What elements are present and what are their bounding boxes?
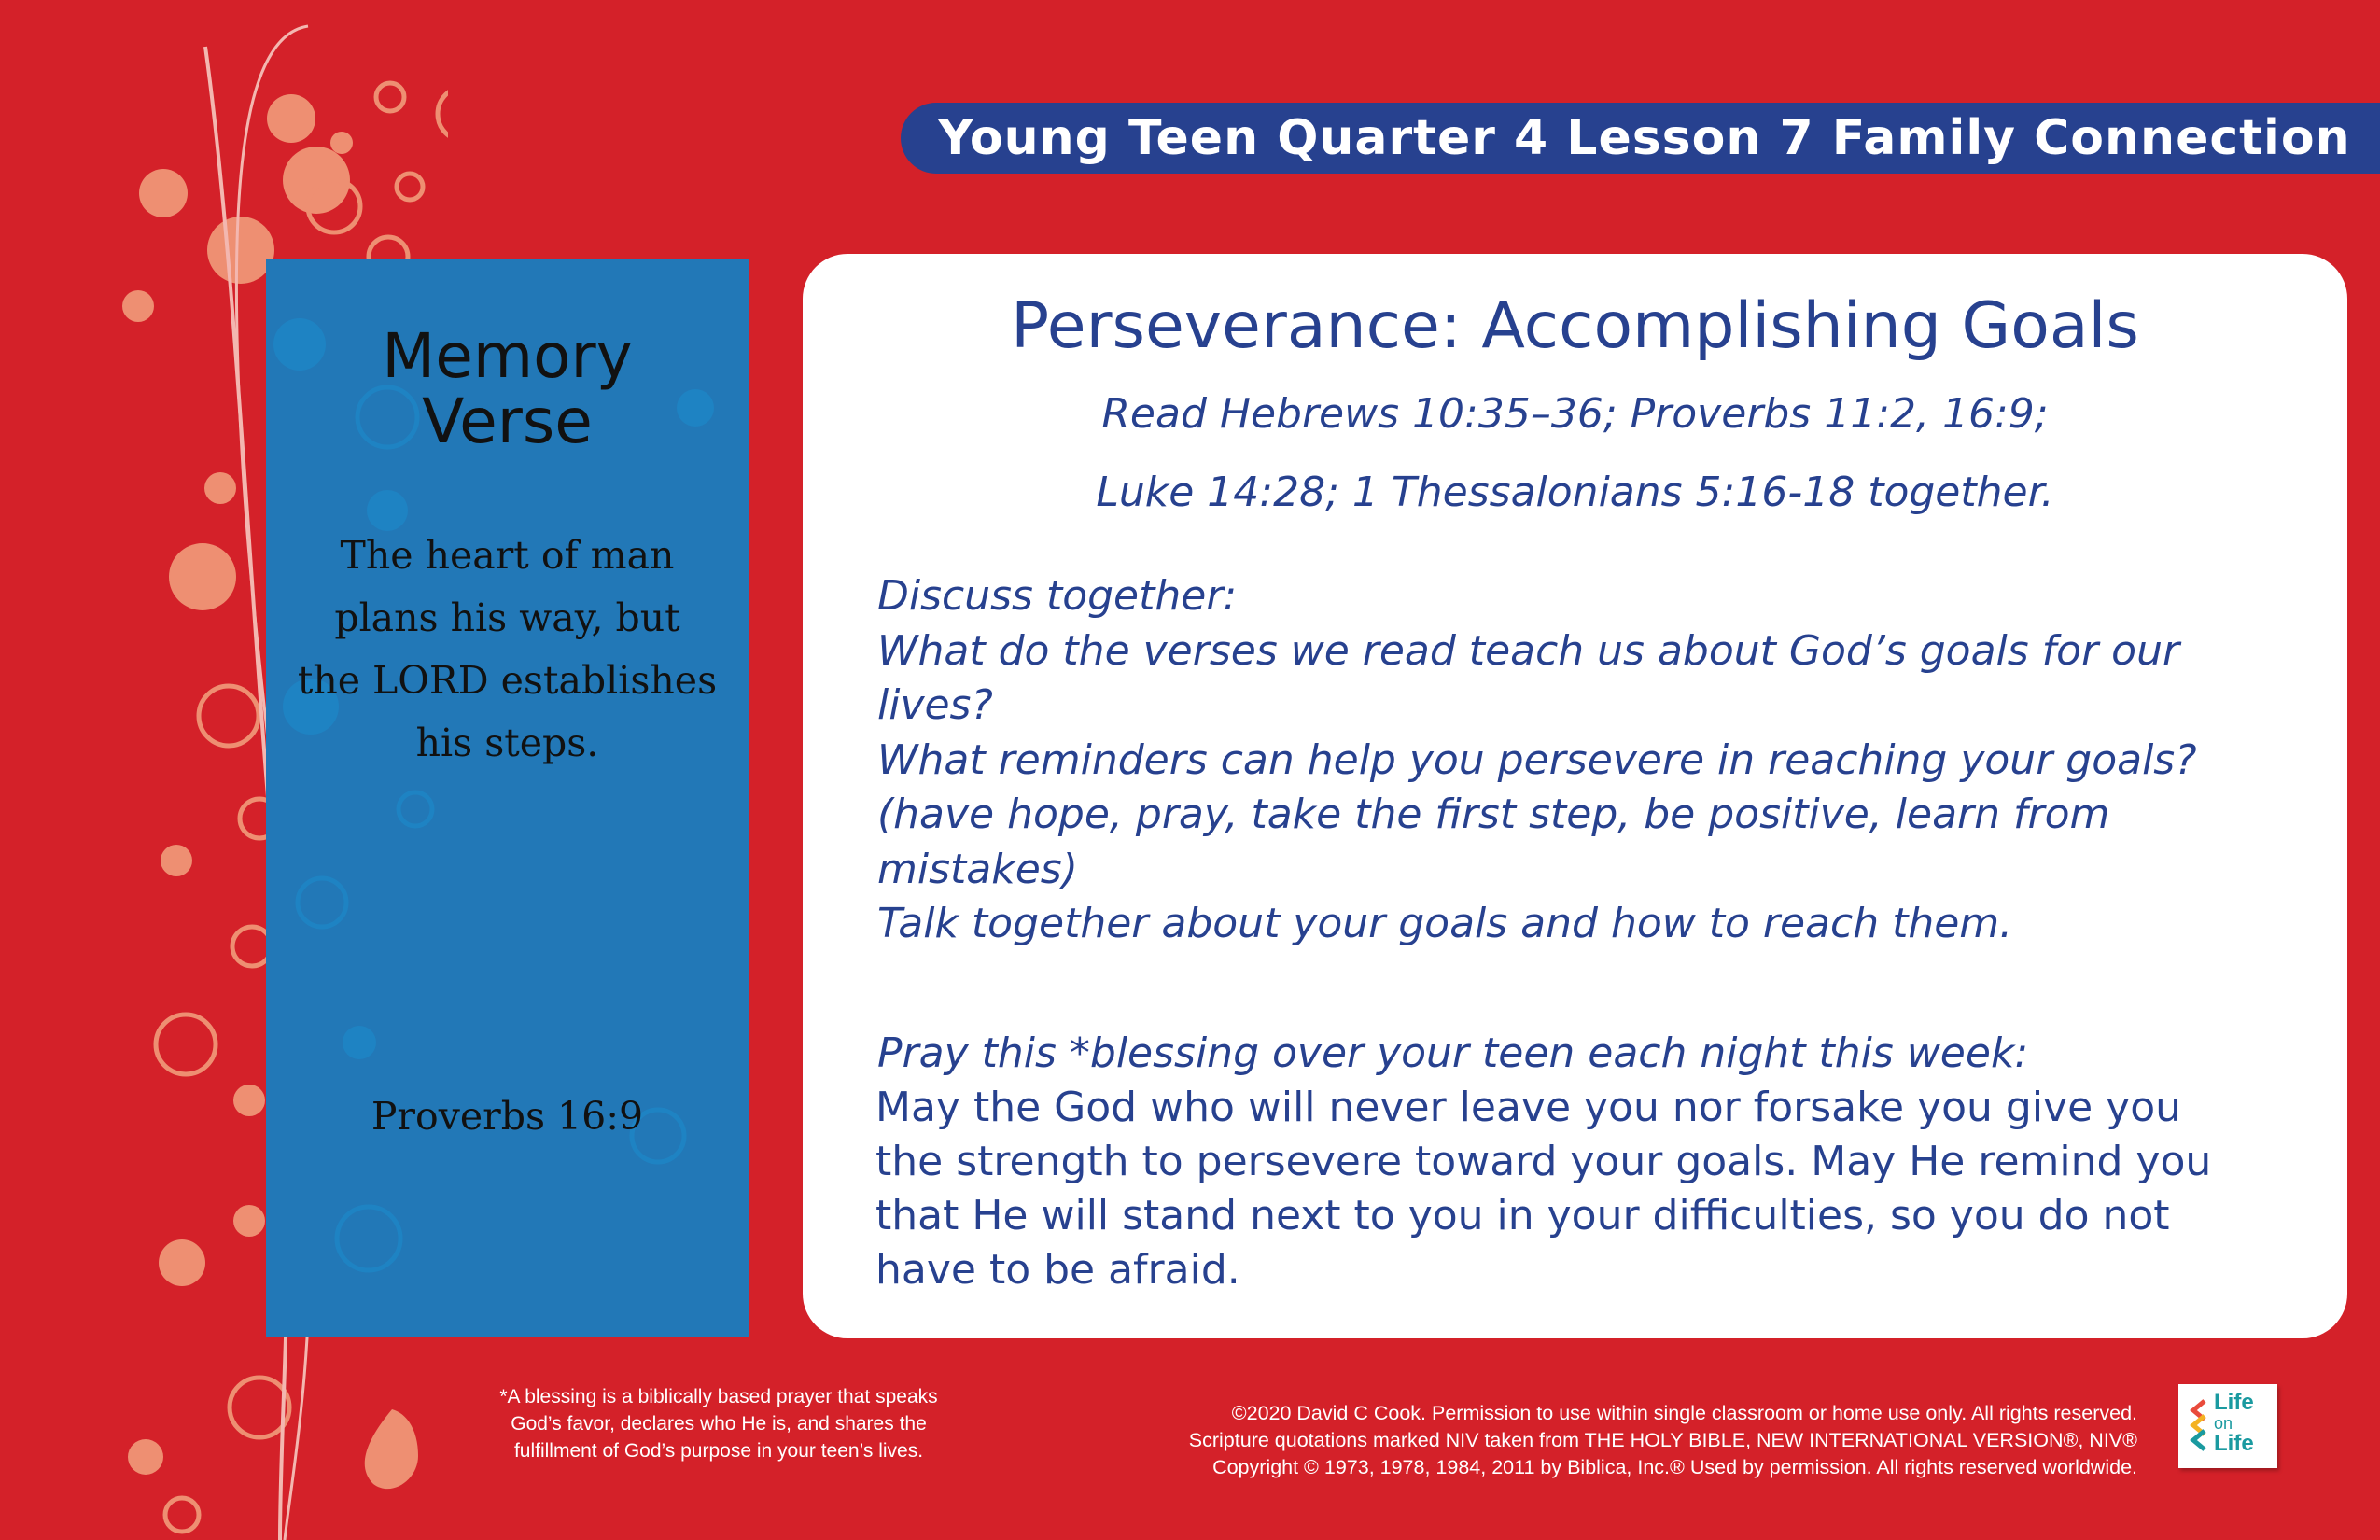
discuss-question-2: What reminders can help you persevere in reaching your goals? (have hope, pray, take the first step, be positive, learn from mistakes)	[877, 735, 2197, 893]
logo-text-life-2: Life	[2214, 1431, 2254, 1456]
prayer-intro: Pray this *blessing over your teen each night this week:	[877, 1029, 2029, 1077]
logo-text-life: Life	[2214, 1390, 2254, 1415]
header-title: Young Teen Quarter 4 Lesson 7 Family Connection	[938, 110, 2351, 166]
discuss-question-3: Talk together about your goals and how to reach them.	[877, 900, 2013, 947]
memory-verse-panel	[266, 259, 749, 1337]
memory-verse-text: The heart of man plans his way, but the LORD establishes his steps.	[297, 533, 718, 765]
discuss-question-1: What do the verses we read teach us about God’s goals for our lives?	[877, 626, 2180, 729]
discussion-section	[877, 569, 2305, 952]
copyright-notice: ©2020 David C Cook. Permission to use within single classroom or home use only. All rights reserved. Scripture quotations marked NIV taken from THE HOLY BIBLE, NEW INTERNATIONAL VERSION®, NIV® Copyright © 1973, 1978, 1984, 2011 by Biblica, Inc.® Used by permission. All rights reserved worldwide.	[1188, 1402, 2137, 1478]
memory-verse-heading: Memory Verse	[382, 320, 633, 457]
blessing-text: May the God who will never leave you nor forsake you give you the strength to persevere toward your goals. May He remind you that He will stand next to you in your difficulties, so you do not have to be afraid.	[875, 1084, 2212, 1294]
discuss-intro: Discuss together:	[877, 572, 1238, 620]
logo-text-on: on	[2214, 1414, 2233, 1433]
lesson-title: Perseverance: Accomplishing Goals	[1011, 289, 2139, 363]
header-banner	[901, 103, 2380, 174]
lesson-card	[803, 254, 2347, 1338]
logo-mark-icon	[2186, 1397, 2210, 1455]
blessing-footnote: *A blessing is a biblically based prayer that speaks God’s favor, declares who He is, and shares the fulfillment of God’s purpose in your teen’s lives.	[499, 1386, 938, 1462]
life-on-life-logo	[2178, 1384, 2277, 1468]
memory-verse-reference: Proverbs 16:9	[371, 1094, 644, 1139]
reading-assignment: Read Hebrews 10:35–36; Proverbs 11:2, 16:9; Luke 14:28; 1 Thessalonians 5:16-18 together.	[1096, 390, 2054, 516]
